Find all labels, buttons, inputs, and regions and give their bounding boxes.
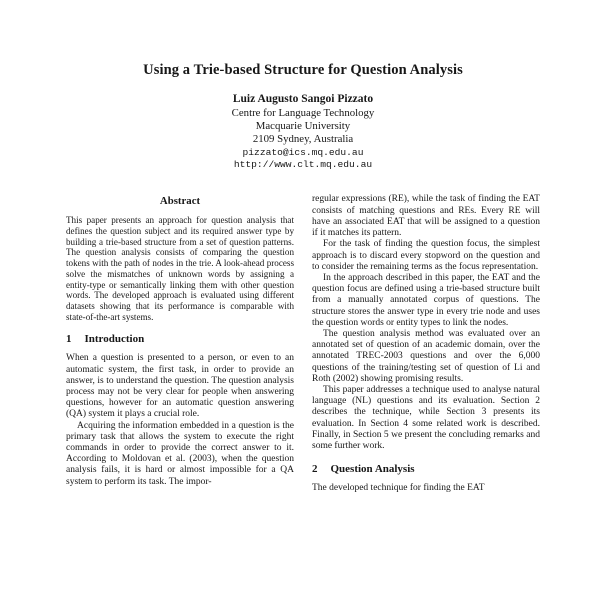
affiliation-line: Centre for Language Technology (231, 107, 375, 119)
paragraph: Acquiring the information embedded in a question is the primary task that allows the system to execute the right commands in order to provide the correct answer to it. According to Moldovan et al. (2003), when the question analysis fails, it is hard or almost impossible for a QA system to perform its task. The impor- (66, 420, 294, 487)
paper-header (66, 62, 540, 170)
affiliation-line: Macquarie University (255, 120, 351, 133)
paragraph: This paper addresses a technique used to analyse natural language (NL) questions and its evaluation. Section 2 describes the technique, while Section 3 presents its evaluation. In Section 4 some related work is described. Finally, in Section 5 we present the concluding remarks and some further work. (312, 384, 540, 451)
abstract-text: This paper presents an approach for question analysis that defines the question subject and its required answer type by building a trie-based structure from a set of question patterns. The question analysis consists of comparing the question tokens with the path of nodes in the trie. A look-ahead process solve the mismatches of unknown words by assigning a entity-type or semantically linking them with other question words. The developed approach is evaluated using different datasets showing that its performance is comparable with state-of-the-art systems. (66, 215, 294, 322)
author-name: Luiz Augusto Sangoi Pizzato (232, 93, 374, 105)
paragraph: The developed technique for finding the EAT (312, 483, 485, 494)
two-column-body (66, 194, 540, 494)
paragraph: When a question is presented to a person, or even to an automatic system, the first task, in order to provide an answer, is to understand the question. The question analysis process may not be very clear for people when answering questions, however for an automatic question answering (QA) system it plays a crucial role. (66, 353, 294, 420)
section-number: 1 (66, 333, 72, 346)
section-title: Introduction (84, 333, 145, 346)
affiliation-line: 2109 Sydney, Australia (252, 133, 354, 146)
paper-title: Using a Trie-based Structure for Question Analysis (143, 62, 463, 78)
paragraph: For the task of finding the question focus, the simplest approach is to discard every stopword on the question and to consider the remaining terms as the focus representation. (312, 239, 540, 272)
paragraph: The question analysis method was evaluated over an annotated set of question of an academic domain, over the annotated TREC-2003 questions and over the 6,000 questions of the training/testing set of question of Li and Roth (2002) showing promising results. (312, 328, 540, 384)
section-number: 2 (312, 463, 318, 476)
email-address: pizzato@ics.mq.edu.au (242, 146, 364, 158)
left-column (66, 194, 294, 494)
paragraph: regular expressions (RE), while the task of finding the EAT consists of matching questions and REs. Every RE will have an associated EAT that will be assigned to a question if it matches its pattern. (312, 194, 540, 239)
section-heading-question-analysis (312, 463, 540, 476)
paragraph: In the approach described in this paper, the EAT and the question focus are defined using a trie-based structure built from a manually annotated corpus of questions. The structure stores the answer type in every trie node and uses the question words or entity types to link the nodes. (312, 272, 540, 328)
right-column (312, 194, 540, 494)
website-url: http://www.clt.mq.edu.au (233, 158, 373, 170)
abstract-heading: Abstract (159, 195, 201, 208)
section-title: Question Analysis (330, 463, 415, 476)
section-heading-introduction (66, 333, 294, 346)
